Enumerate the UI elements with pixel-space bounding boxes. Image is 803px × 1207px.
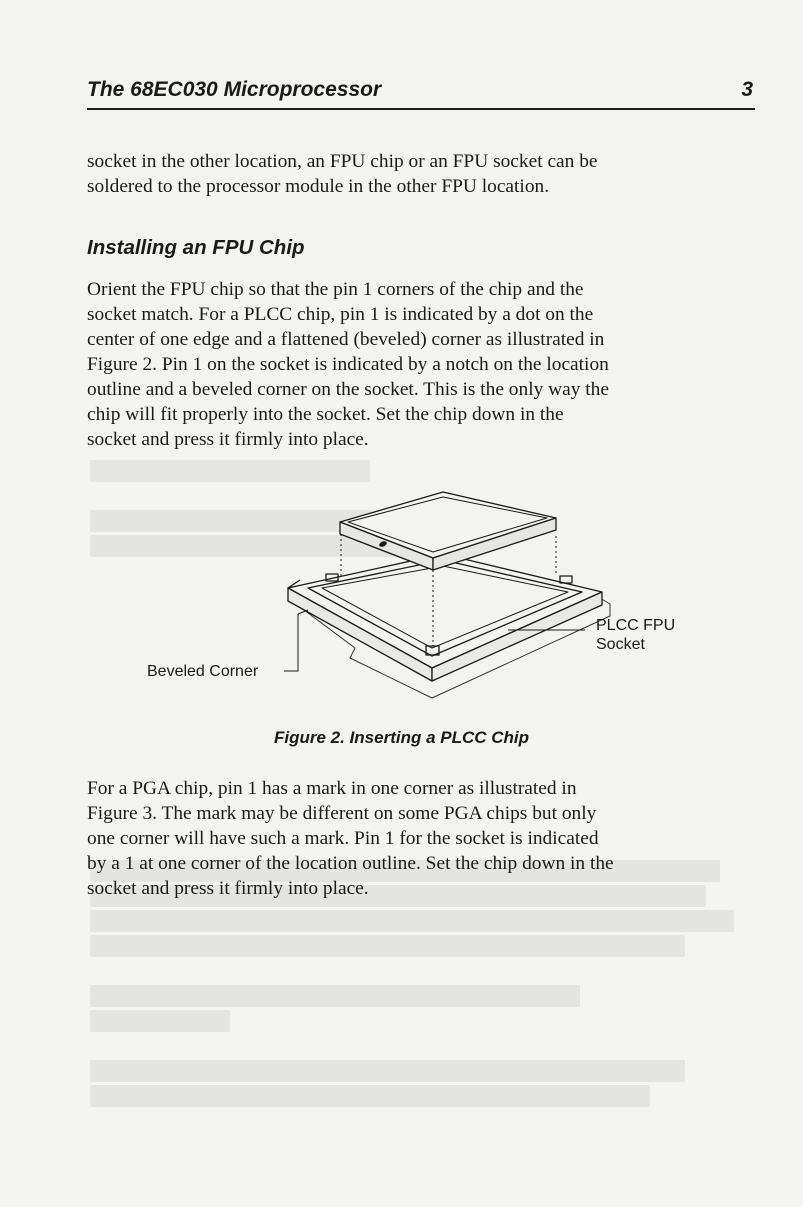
plcc-insertion-figure (140, 488, 700, 703)
text-line: socket in the other location, an FPU chip or an FPU socket can be (87, 151, 598, 172)
text-line: by a 1 at one corner of the location outline. Set the chip down in the (87, 853, 614, 874)
intro-paragraph (87, 149, 755, 199)
install-paragraph (87, 277, 755, 452)
text-line: socket and press it firmly into place. (87, 878, 369, 899)
beveled-corner-label: Beveled Corner (147, 663, 259, 680)
page-number: 3 (741, 78, 753, 101)
text-line: outline and a beveled corner on the socket. This is the only way the (87, 379, 609, 400)
text-line: socket and press it firmly into place. (87, 429, 369, 450)
socket-label-line: Socket (596, 636, 645, 653)
running-header (87, 76, 755, 110)
pga-paragraph (87, 776, 755, 901)
text-line: center of one edge and a flattened (beveled) corner as illustrated in (87, 329, 605, 350)
section-heading: Installing an FPU Chip (87, 236, 305, 259)
text-line: Orient the FPU chip so that the pin 1 corners of the chip and the (87, 279, 584, 300)
text-line: one corner will have such a mark. Pin 1 for the socket is indicated (87, 828, 599, 849)
figure-caption: Figure 2. Inserting a PLCC Chip (274, 728, 530, 747)
text-line: soldered to the processor module in the other FPU location. (87, 176, 550, 197)
running-header-title: The 68EC030 Microprocessor (87, 78, 382, 101)
text-line: Figure 2. Pin 1 on the socket is indicated by a notch on the location (87, 354, 609, 375)
text-line: Figure 3. The mark may be different on some PGA chips but only (87, 803, 597, 824)
text-line: For a PGA chip, pin 1 has a mark in one corner as illustrated in (87, 778, 577, 799)
bevel-leader (284, 614, 298, 671)
text-line: chip will fit properly into the socket. Set the chip down in the (87, 404, 564, 425)
text-line: socket match. For a PLCC chip, pin 1 is indicated by a dot on the (87, 304, 594, 325)
socket-label (596, 616, 675, 654)
socket-label-line: PLCC FPU (596, 617, 676, 634)
